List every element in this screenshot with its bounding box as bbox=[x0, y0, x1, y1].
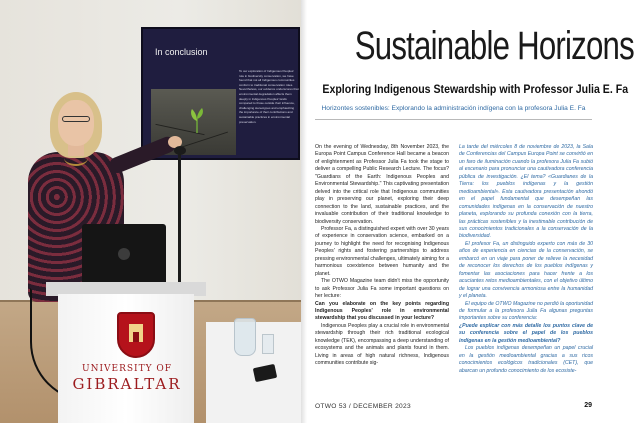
seedling-icon bbox=[189, 107, 205, 133]
article-subtitle-spanish: Horizontes sostenibles: Explorando la administración indígena con la profesora Julia E. Fa bbox=[321, 105, 586, 112]
glasses-icon bbox=[62, 116, 90, 122]
microphone-stand bbox=[178, 152, 181, 282]
article-title: Sustainable Horizons bbox=[354, 24, 634, 68]
laptop bbox=[82, 224, 166, 286]
paragraph-es: El profesor Fa, un distinguido experto con más de 30 años de experiencia en ciencias de la conservación, se embarcó en un viaje para poner de relieve la necesidad de reconocer los derechos de los pueblos indígenas y fomentar las asociaciones para hacer frente a los acuciantes retos medioambientales, con el objetivo último de lograr una convivencia armoniosa entre la humanidad y el planeta. bbox=[459, 240, 593, 300]
lectern-label-line1: UNIVERSITY OF bbox=[81, 364, 172, 374]
slide-text: To our exploration of Indigenous Peoples' role in biodiversity conservation, we have found that not all Indigenous communities conform to traditional conservation roles. Nevertheless, our evidence underscores that environmental degradation affects them deeply in Indigenous Peoples' lands compared to those outside their influence, challenging stereotypes and emphasizing the importance of their contributions and sustainable practices in environmental preservation. bbox=[239, 69, 299, 124]
paragraph-es: La tarde del miércoles 8 de noviembre de 2023, la Sala de Conferencias del Campus Europa Point se convirtió en un faro de iluminación cuando la profesora Julia Fa subió al escenario para pronunciar una cautivadora conferencia pública de investigación. ¿El tema? «Guardianes de la Tierra: los pueblos indígenas y la gestión medioambiental». Esta cautivadora presentación ahondó en el papel fundamental que desempeñan las comunidades indígenas en la conservación de nuestro planeta, explorando su profunda conexión con la tierra, las prácticas sostenibles y la inestimable contribución de sus conocimientos tradicionales a la conservación de la biodiversidad. bbox=[459, 144, 593, 240]
speaker-face bbox=[58, 100, 94, 146]
slide-title: In conclusion bbox=[155, 47, 208, 57]
lectern-label-line2: GIBRALTAR bbox=[72, 375, 182, 393]
issue-footer: OTWO 53 / DECEMBER 2023 bbox=[315, 403, 411, 410]
crest-gate bbox=[133, 332, 139, 342]
laptop-logo-icon bbox=[118, 248, 130, 260]
paragraph: The OTWO Magazine team didn't miss the opportunity to ask Professor Julia Fa some important questions on her lecture: bbox=[315, 278, 449, 300]
paragraph: Professor Fa, a distinguished expert with over 30 years of experience in conservation science, embarked on a journey to highlight the need for recognising Indigenous Peoples' rights and fostering partnerships to address pressing environmental challenges, ultimately aiming for a harmonious coexistence between humanity and the planet. bbox=[315, 225, 449, 277]
paragraph-es: Los pueblos indígenas desempeñan un papel crucial en la gestión medioambiental gracias a sus ricos conocimientos ecológicos tradicionales (CET), que abarcan un profundo conocimiento de los ecosiste- bbox=[459, 345, 593, 374]
article-subtitle: Exploring Indigenous Stewardship with Professor Julia E. Fa bbox=[322, 84, 629, 96]
interview-question-es: ¿Puede explicar con más detalle los puntos clave de su conferencia sobre el papel de los pueblos indígenas en la gestión medioambiental? bbox=[459, 322, 593, 344]
spanish-column bbox=[459, 144, 593, 375]
paragraph: On the evening of Wednesday, 8th November 2023, the Europa Point Campus Conference Hall became a beacon of enlightenment as Professor Julia Fa took the stage to deliver a compelling Public Research Lecture. The focus? "Guardians of the Earth: Indigenous Peoples and Environmental Stewardship." This captivating presentation delved into the critical role that Indigenous communities play in preserving our planet, exploring their deep connection to the land, sustainable practices, and the invaluable contribution of their traditional knowledge to biodiversity conservation. bbox=[315, 144, 449, 225]
water-jug bbox=[234, 318, 256, 356]
lecture-photo bbox=[0, 0, 301, 423]
university-crest-icon bbox=[117, 312, 155, 358]
necklace bbox=[64, 150, 88, 166]
water-glass bbox=[262, 334, 274, 354]
interview-question: Can you elaborate on the key points regarding Indigenous Peoples' role in environmental stewardship that you discussed in your lecture? bbox=[315, 300, 449, 322]
microphone-icon bbox=[174, 146, 186, 155]
page-number: 29 bbox=[584, 402, 592, 409]
english-column bbox=[315, 144, 449, 368]
divider bbox=[315, 119, 592, 120]
paragraph: Indigenous Peoples play a crucial role in environmental stewardship through their rich traditional ecological knowledge (TEK), encompassing a deep understanding of ecosystems and the animals and plants found in them. Living in areas of high natural richness, Indigenous communities contribute sig- bbox=[315, 322, 449, 367]
article-page bbox=[307, 0, 634, 423]
paragraph-es: El equipo de OTWO Magazine no perdió la oportunidad de formular a la profesora Julia Fa algunas preguntas importantes sobre su conferencia: bbox=[459, 300, 593, 322]
